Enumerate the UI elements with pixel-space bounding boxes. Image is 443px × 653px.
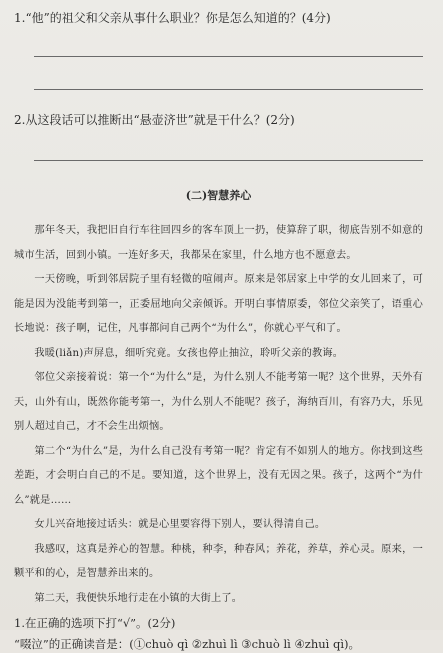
question-1: 1.“他”的祖父和父亲从事什么职业？你是怎么知道的？(4分) <box>14 11 331 25</box>
section-title: (二)智慧养心 <box>185 189 252 202</box>
bottom-option: “啜泣”的正确读音是：(①chuò qì ②zhuì lì ③chuò lì ④zhuì qì)。 <box>14 637 360 651</box>
paragraph-2: 一天傍晚，听到邻居院子里有轻微的喧闹声。原来是邻居家上中学的女儿回来了，可能是因为没能考到第一，正委屈地向父亲倾诉。开明白事情原委，邻位父亲笑了，语重心长地说：孩子啊，记住，凡事都问自己两个“为什么”，你就心平气和了。 <box>14 274 423 334</box>
paragraph-6: 女儿兴奋地接过话头：就是心里要容得下别人，要认得清自己。 <box>34 519 326 530</box>
bottom-question: 1.在正确的选项下打“√”。(2分) <box>14 616 176 630</box>
paragraph-8: 第二天，我便快乐地行走在小镇的大街上了。 <box>34 592 243 604</box>
answer-line-2[interactable] <box>34 160 423 161</box>
question-2: 2.从这段话可以推断出“悬壶济世”就是干什么？(2分) <box>14 113 295 127</box>
paragraph-3: 我暖(liǎn)声屏息，细听究竟。女孩也停止抽泣，聆听父亲的教诲。 <box>34 347 344 359</box>
paragraph-7: 我感叹，这真是养心的智慧。种桃，种李，种春风；养花，养草，养心灵。原来，一颗平和的心，是智慧养出来的。 <box>14 543 423 579</box>
paragraph-4: 邻位父亲接着说：第一个“为什么”是，为什么别人不能考第一呢？这个世界，天外有天，山外有山，既然你能考第一，为什么别人不能呢？孩子，海纳百川，有容乃大，乐见别人超过自己，才不会生出烦恼。 <box>14 372 423 432</box>
paragraph-1: 那年冬天，我把旧自行车往回四乡的客车顶上一扔，使算辞了职，彻底告别不如意的城市生活，回到小镇。一连好多天，我都呆在家里，什么地方也不愿意去。 <box>14 225 423 261</box>
paragraph-5: 第二个“为什么”是，为什么自己没有考第一呢？肯定有不如别人的地方。你找到这些差距，才会明白自己的不足。要知道，这个世界上，没有无因之果。孩子，这两个“为什么”就是…… <box>14 445 423 506</box>
